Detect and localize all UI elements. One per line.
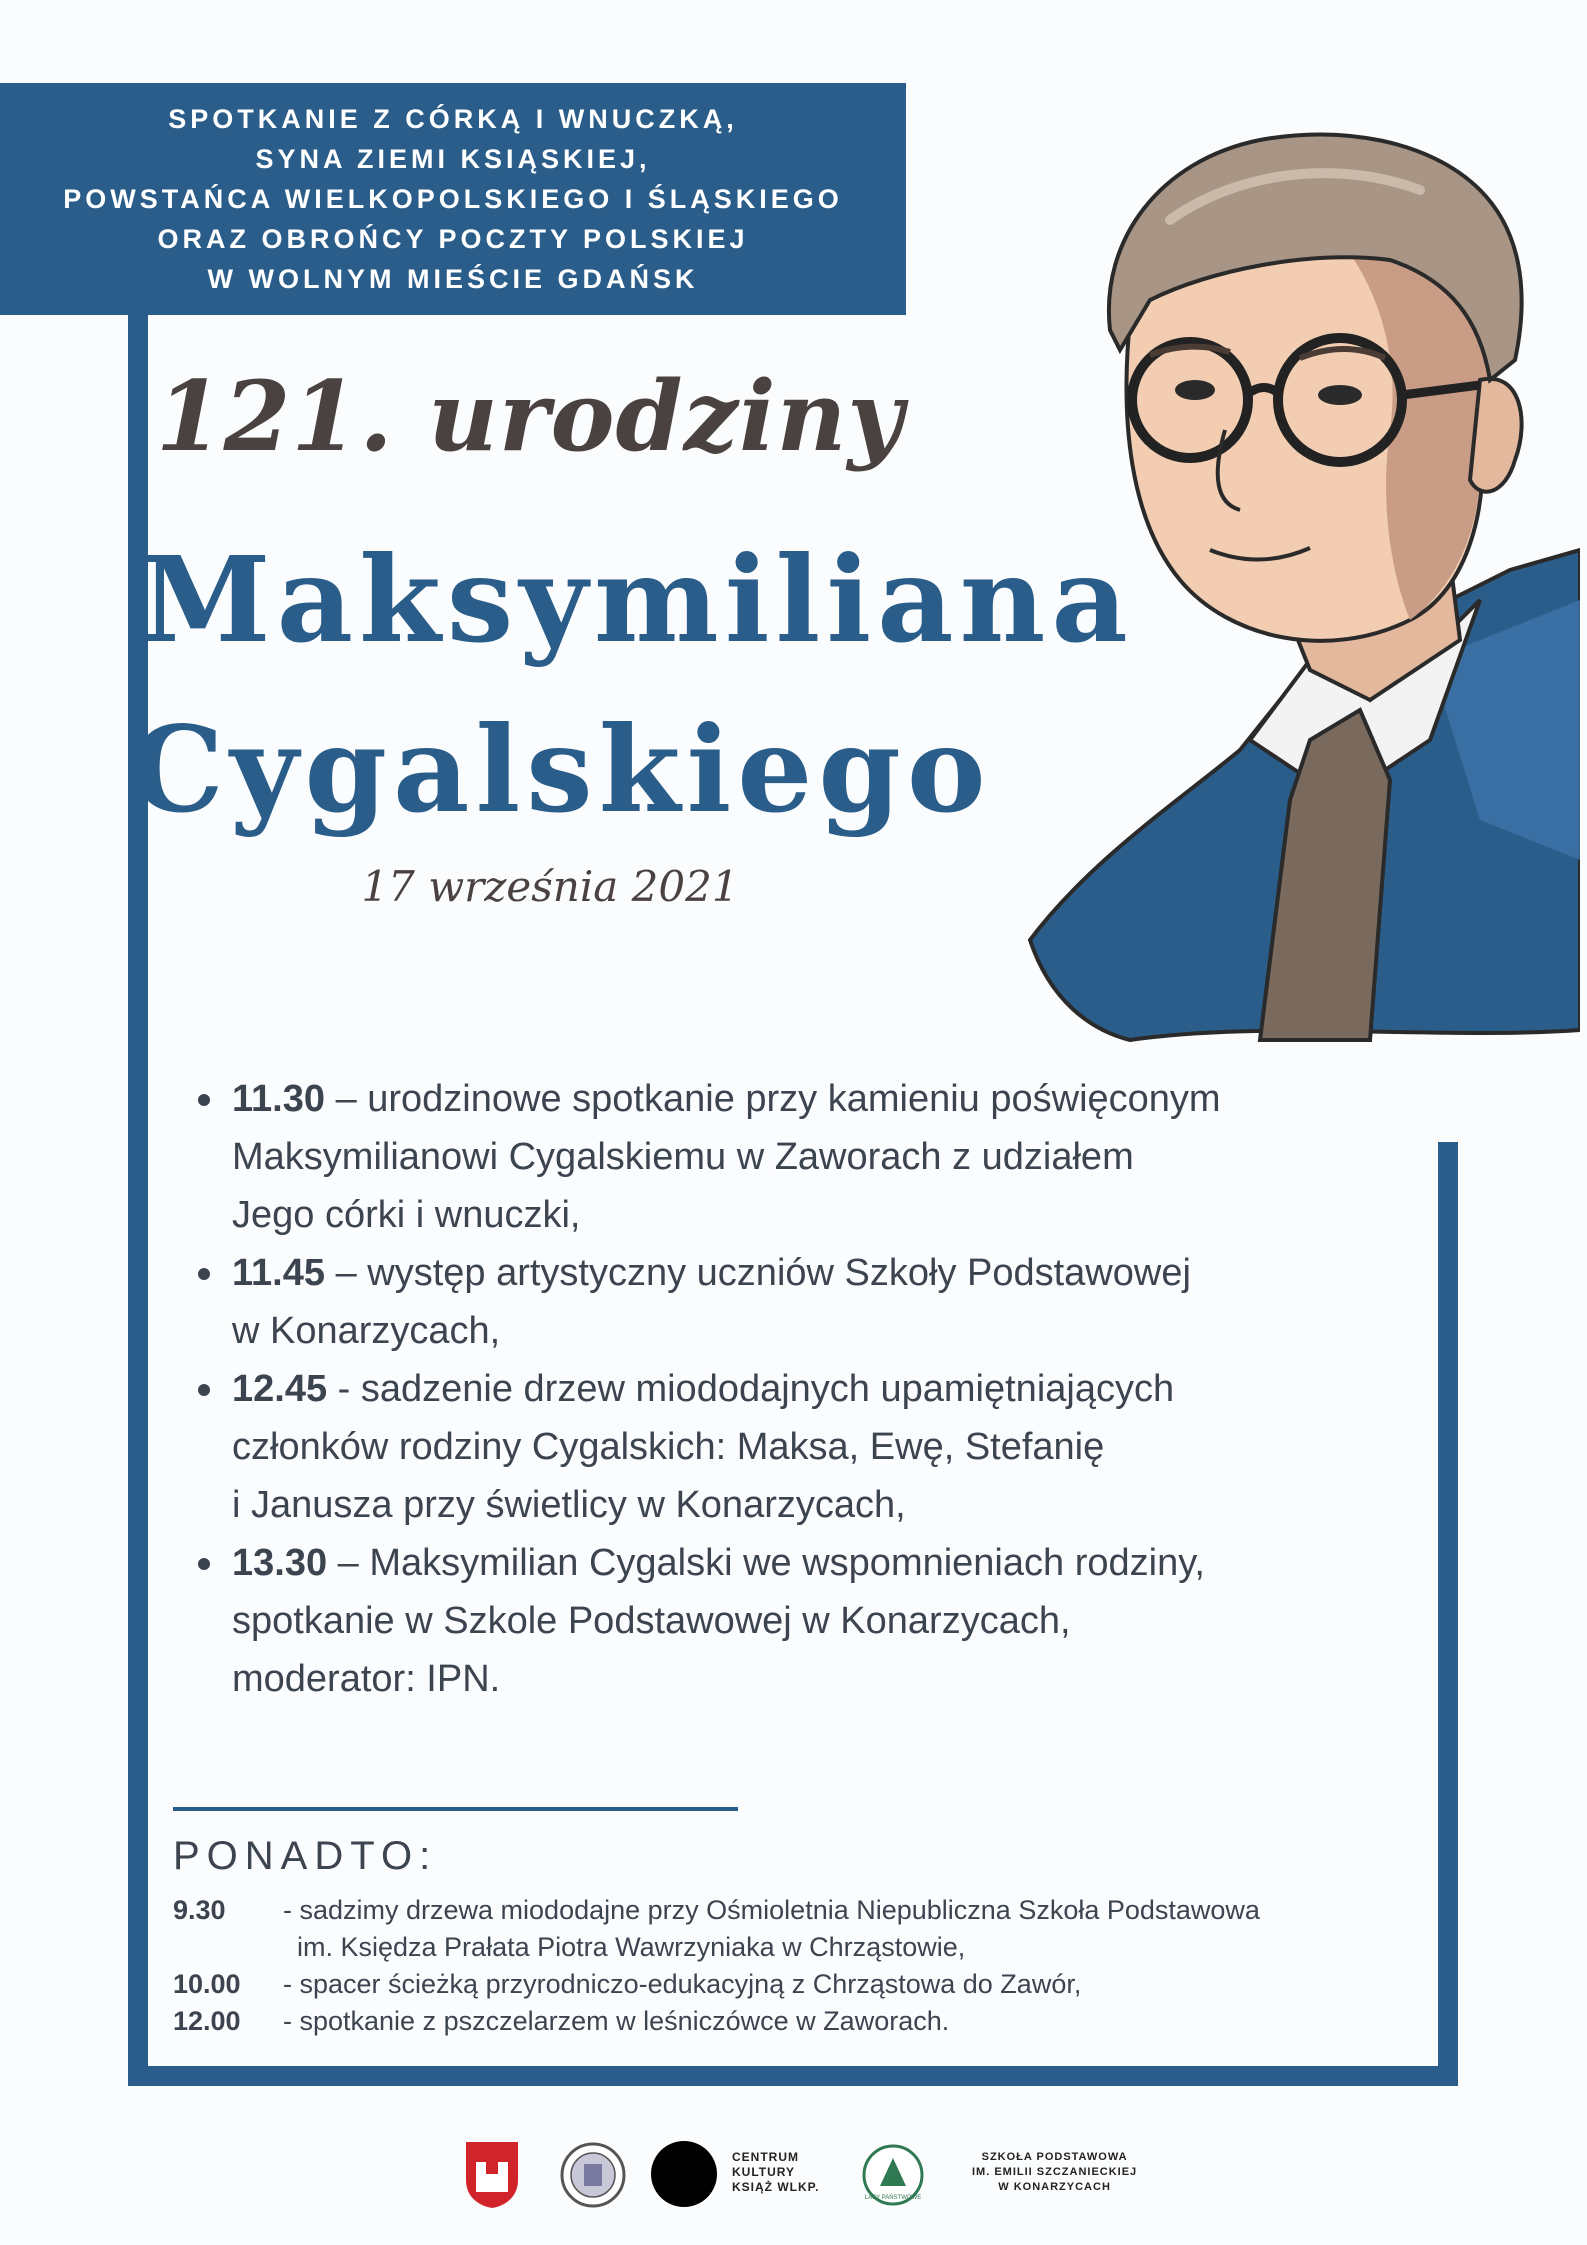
- ear-shape: [1470, 379, 1522, 492]
- centrum-kultury-circle-logo: [650, 2140, 718, 2208]
- town-coat-of-arms-logo: [464, 2140, 520, 2210]
- more-text: im. Księdza Prałata Piotra Wawrzyniaka w Chrząstowie,: [297, 1932, 966, 1962]
- more-text: - spotkanie z pszczelarzem w leśniczówce w Zaworach.: [283, 2006, 950, 2036]
- more-text: - spacer ścieżką przyrodniczo-edukacyjną z Chrząstowa do Zawór,: [283, 1969, 1082, 1999]
- logo-text-line: KSIĄŻ WLKP.: [732, 2180, 820, 2194]
- schedule-time: 12.45: [232, 1368, 328, 1410]
- centrum-kultury-label: [732, 2150, 819, 2195]
- schedule-item: [190, 1534, 1420, 1708]
- lasy-label: LASY PAŃSTWOWE: [864, 2195, 922, 2201]
- schedule-text: Maksymilianowi Cygalskiemu w Zaworach z udziałem: [232, 1136, 1134, 1178]
- eye-left: [1175, 380, 1215, 400]
- logo-text-line: CENTRUM: [732, 2150, 799, 2164]
- frame-bottom-border: [128, 2066, 1458, 2086]
- more-text: - sadzimy drzewa miododajne przy Ośmioletnia Niepubliczna Szkoła Podstawowa: [283, 1895, 1260, 1925]
- section-divider: [173, 1807, 738, 1811]
- logo-text-line: SZKOŁA PODSTAWOWA: [981, 2151, 1128, 2163]
- logo-text-line: KULTURY: [732, 2165, 795, 2179]
- schedule-text: – występ artystyczny uczniów Szkoły Podstawowej: [335, 1252, 1191, 1294]
- banner-line: ORAZ OBROŃCY POCZTY POLSKIEJ: [157, 224, 749, 254]
- schedule-item: [190, 1360, 1420, 1534]
- schedule-text: w Konarzycach,: [232, 1310, 501, 1352]
- circular-seal-logo: [560, 2142, 626, 2208]
- banner-line: W WOLNYM MIEŚCIE GDAŃSK: [207, 264, 699, 294]
- lasy-panstwowe-logo: [862, 2144, 924, 2206]
- logo-text-line: IM. EMILII SZCZANIECKIEJ: [972, 2166, 1138, 2178]
- title-first-name: Maksymiliana: [140, 530, 1134, 669]
- header-banner: [0, 83, 906, 315]
- frame-right-border: [1438, 1142, 1458, 2086]
- event-date: 17 września 2021: [361, 862, 739, 911]
- schedule-text: spotkanie w Szkole Podstawowej w Konarzycach,: [232, 1600, 1071, 1642]
- more-time: 12.00: [173, 2006, 241, 2036]
- sponsor-logos: [460, 2140, 1160, 2220]
- schedule-text: moderator: IPN.: [232, 1658, 501, 1700]
- more-time: 10.00: [173, 1969, 241, 1999]
- more-item: [173, 1892, 1423, 1966]
- schedule-text: członków rodziny Cygalskich: Maksa, Ewę, Stefanię: [232, 1426, 1105, 1468]
- banner-line: SPOTKANIE Z CÓRKĄ I WNUCZKĄ,: [168, 104, 738, 134]
- more-heading: PONADTO:: [173, 1834, 438, 1878]
- banner-line: SYNA ZIEMI KSIĄSKIEJ,: [255, 144, 651, 174]
- more-item: [173, 2003, 1423, 2040]
- logo-text-line: W KONARZYCACH: [998, 2181, 1111, 2193]
- schedule-item: [190, 1244, 1420, 1360]
- schedule-text: Jego córki i wnuczki,: [232, 1194, 581, 1236]
- szkola-label: [972, 2150, 1137, 2195]
- schedule-text: – urodzinowe spotkanie przy kamieniu poświęconym: [335, 1078, 1221, 1120]
- more-time: 9.30: [173, 1895, 226, 1925]
- schedule-item: [190, 1070, 1420, 1244]
- eye-right: [1318, 385, 1362, 405]
- title-birthday: 121. urodziny: [155, 360, 905, 473]
- schedule-text: i Janusza przy świetlicy w Konarzycach,: [232, 1484, 906, 1526]
- banner-line: POWSTAŃCA WIELKOPOLSKIEGO I ŚLĄSKIEGO: [63, 184, 843, 214]
- title-last-name: Cygalskiego: [130, 700, 992, 839]
- schedule-time: 11.30: [232, 1078, 325, 1120]
- schedule-text: - sadzenie drzew miododajnych upamiętniających: [337, 1368, 1175, 1410]
- more-list: [173, 1892, 1423, 2040]
- schedule-text: – Maksymilian Cygalski we wspomnieniach rodziny,: [337, 1542, 1205, 1584]
- schedule-time: 11.45: [232, 1252, 325, 1294]
- schedule-list: [190, 1070, 1420, 1708]
- more-item: [173, 1966, 1423, 2003]
- schedule-time: 13.30: [232, 1542, 328, 1584]
- portrait-illustration: [1010, 100, 1580, 1060]
